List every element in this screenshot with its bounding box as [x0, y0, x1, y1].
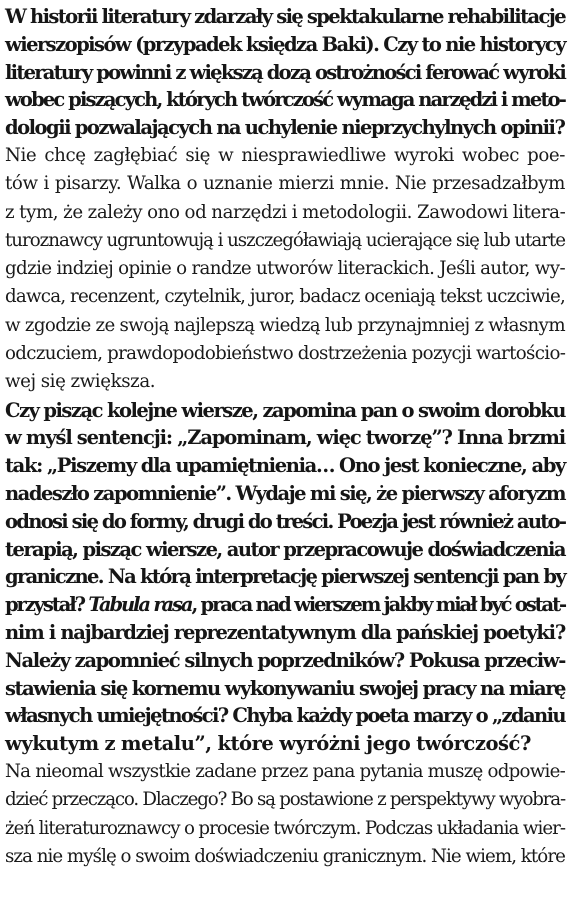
- text-line: nim i najbardziej reprezentatywnym dla pańskiej poetyki?: [5, 621, 565, 645]
- text-line: graniczne. Na którą interpretację pierwszej sentencji pan by: [5, 565, 565, 589]
- text-line: Na nieomal wszystkie zadane przez pana pytania muszę odpowie-: [5, 761, 565, 783]
- text-line: literatury powinni z większą dozą ostrożności ferować wyroki: [5, 60, 565, 84]
- text-line: wobec piszących, których twórczość wymaga narzędzi i meto-: [5, 88, 565, 112]
- text-line: dzieć przecząco. Dlaczego? Bo są postawione z perspektywy wyobra-: [5, 789, 565, 811]
- text-line: W historii literatury zdarzały się spektakularne rehabilitacje: [5, 5, 566, 28]
- text-line: własnych umiejętności? Chyba każdy poeta marzy o „zdaniu: [5, 704, 565, 728]
- text-line: Nie chcę zagłębiać się w niesprawiedliwe wyroki wobec poe-: [5, 144, 565, 166]
- text-line: żeń literaturoznawcy o procesie twórczym. Podczas układania wier-: [5, 817, 566, 839]
- text-line: wierszopisów (przypadek księdza Baki). Czy to nie historycy: [5, 32, 565, 56]
- text-line: tów i pisarzy. Walka o uznanie mierzi mnie. Nie przesadzałbym: [5, 173, 565, 195]
- text-line: odnosi się do formy, drugi do treści. Poezja jest również auto-: [5, 509, 566, 533]
- text-line: wej się zwiększa.: [5, 371, 156, 393]
- italic-phrase: Tabula rasa: [88, 593, 192, 617]
- interview-page: [5, 3, 565, 871]
- text-line: dologii pozwalających na uchylenie nieprzychylnych opinii?: [5, 116, 565, 140]
- question-2: [5, 397, 565, 758]
- text-line: w myśl sentencji: „Zapominam, więc tworzę”? Inna brzmi: [5, 426, 565, 450]
- text-line: dawca, recenzent, czytelnik, juror, badacz oceniają tekst uczciwie,: [5, 286, 565, 308]
- text-line: terapią, pisząc wiersze, autor przepracowuje doświadczenia: [5, 537, 565, 561]
- text-line-with-italic: przystał? Tabula rasa, praca nad wierszem jakby miał być ostat-: [5, 593, 565, 617]
- text-line: w zgodzie ze swoją najlepszą wiedzą lub przynajmniej z własnym: [5, 314, 565, 336]
- text-line: stawienia się kornemu wykonywaniu swojej pracy na miarę: [5, 676, 565, 700]
- text-line: sza nie myślę o swoim doświadczeniu granicznym. Nie wiem, które: [5, 845, 565, 867]
- text-line: wykutym z metalu”, które wyróżni jego twórczość?: [5, 732, 531, 756]
- answer-1: [5, 142, 565, 397]
- text-line: turoznawcy ugruntowują i uszczegóławiają ucierające się lub utarte: [5, 229, 565, 251]
- text-line: nadeszło zapomnienie”. Wydaje mi się, że pierwszy aforyzm: [5, 482, 565, 506]
- question-1: [5, 3, 565, 142]
- text-line: tak: „Piszemy dla upamiętnienia… Ono jest konieczne, aby: [5, 454, 565, 478]
- text-line: Czy pisząc kolejne wiersze, zapomina pan o swoim dorobku: [5, 398, 565, 422]
- text-line: gdzie indziej opinie o randze utworów literackich. Jeśli autor, wy-: [5, 258, 565, 280]
- text-line: odczuciem, prawdopodobieństwo dostrzeżenia pozycji wartościo-: [5, 343, 566, 365]
- text-line: Należy zapomnieć silnych poprzedników? Pokusa przeciw-: [5, 648, 565, 672]
- text-line: z tym, że zależy ono od narzędzi i metodologii. Zawodowi litera-: [5, 201, 566, 223]
- answer-2: [5, 758, 565, 871]
